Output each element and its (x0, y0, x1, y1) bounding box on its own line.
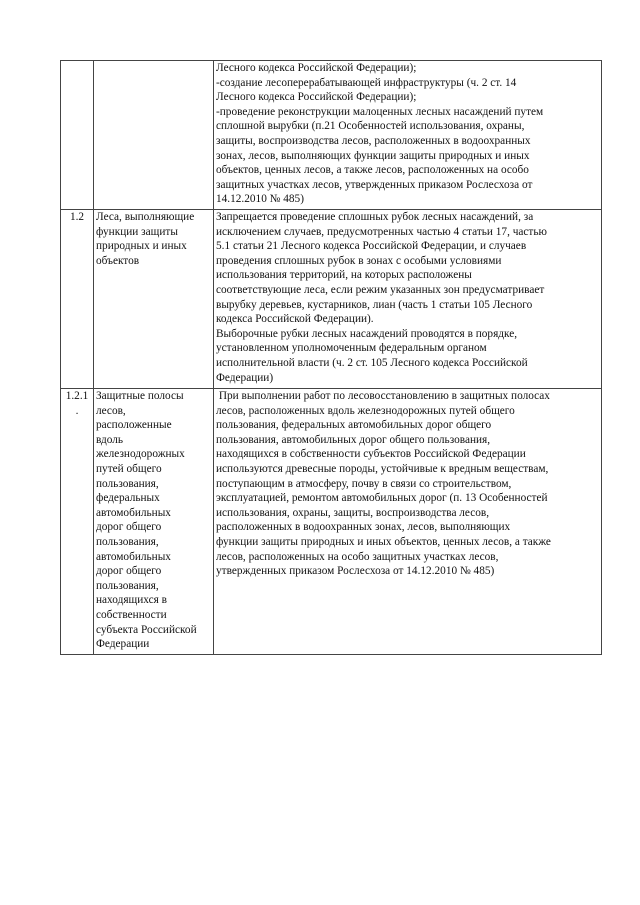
text-line: лесов, расположенных вдоль железнодорожных путей общего (216, 404, 515, 417)
name-line: дорог общего (96, 565, 162, 578)
name-line: собственности (96, 608, 167, 621)
text-line: Лесного кодекса Российской Федерации); (216, 91, 417, 104)
row-number: 1.2 (69, 211, 85, 223)
text-line: использования, охраны, защиты, воспроизводства лесов, (216, 506, 490, 519)
table-row (61, 61, 602, 210)
text-line: использования территорий, на которых расположены (216, 269, 472, 282)
name-line: Леса, выполняющие (96, 211, 195, 223)
text-line: защиты, воспроизводства лесов, расположенных в водоохранных (216, 134, 531, 147)
text-line: утвержденных приказом Рослесхоза от 14.12.2010 № 485) (216, 565, 495, 578)
name-line: Федерации (96, 638, 150, 651)
text-line: соответствующие леса, если режим указанных зон предусматривает (216, 283, 545, 296)
row-text-cell (214, 210, 602, 389)
row-text-cell (214, 61, 602, 210)
text-line: кодекса Российской Федерации). (216, 313, 374, 326)
row-number: 1.2.1 (65, 390, 89, 402)
text-line: исполнительной власти (ч. 2 ст. 105 Лесного кодекса Российской (216, 356, 528, 369)
text-line: сплошной вырубки (п.21 Особенностей использования, охраны, (216, 120, 525, 133)
text-line: Лесного кодекса Российской Федерации); (216, 62, 417, 74)
text-line: функции защиты природных и иных объектов, ценных лесов, а также (216, 535, 551, 548)
name-line: путей общего (96, 462, 162, 475)
name-line: железнодорожных (96, 448, 185, 461)
row-number-cell (61, 210, 94, 389)
text-line: При выполнении работ по лесовосстановлению в защитных полосах (216, 390, 550, 402)
row-number-cell (61, 389, 94, 655)
text-line: Федерации) (216, 371, 274, 384)
row-name-cell (94, 389, 214, 655)
name-line: дорог общего (96, 521, 162, 534)
text-line: пользования, федеральных автомобильных дорог общего (216, 419, 492, 432)
text-line: 14.12.2010 № 485) (216, 193, 304, 206)
text-line: пользования, автомобильных дорог общего пользования, (216, 433, 491, 446)
text-line: 5.1 статьи 21 Лесного кодекса Российской Федерации, и случаев (216, 240, 527, 253)
text-line: исключением случаев, предусмотренных частью 4 статьи 17, частью (216, 225, 547, 238)
name-line: расположенные (96, 419, 172, 432)
name-line: Защитные полосы (96, 390, 184, 402)
text-line: расположенных в водоохранных зонах, лесов, выполняющих (216, 521, 511, 534)
name-line: субъекта Российской (96, 623, 197, 636)
name-line: вдоль (96, 433, 124, 446)
text-line: лесов, расположенных на особо защитных участках лесов, (216, 550, 499, 563)
text-line: находящихся в собственности субъектов Российской Федерации (216, 448, 526, 461)
name-line: лесов, (96, 404, 126, 417)
row-text-cell (214, 389, 602, 655)
text-line: защитных участках лесов, утвержденных приказом Рослесхоза от (216, 178, 533, 191)
row-number-cell (61, 61, 94, 210)
row-name-cell (94, 210, 214, 389)
name-line: пользования, (96, 535, 159, 548)
name-line: федеральных (96, 492, 160, 505)
text-line: поступающим в атмосферу, почву в связи со строительством, (216, 477, 512, 490)
text-line: объектов, ценных лесов, а также лесов, расположенных на особо (216, 164, 529, 177)
name-line: функции защиты (96, 225, 178, 238)
text-line: проведения сплошных рубок в зонах с особыми условиями (216, 254, 502, 267)
name-line: автомобильных (96, 550, 171, 563)
text-line: используются древесные породы, устойчивые к вредным веществам, (216, 462, 549, 475)
name-line: природных и иных (96, 240, 187, 253)
name-line: автомобильных (96, 506, 171, 519)
text-line: установленном уполномоченным федеральным органом (216, 342, 487, 355)
text-line: вырубку деревьев, кустарников, лиан (часть 1 статьи 105 Лесного (216, 298, 533, 311)
text-line: эксплуатацией, ремонтом автомобильных дорог (п. 13 Особенностей (216, 492, 548, 505)
name-line: пользования, (96, 477, 159, 490)
text-line: зонах, лесов, выполняющих функции защиты природных и иных (216, 149, 530, 162)
text-line: -создание лесоперерабатывающей инфраструктуры (ч. 2 ст. 14 (216, 76, 517, 89)
text-line: Запрещается проведение сплошных рубок лесных насаждений, за (216, 211, 534, 223)
table-row (61, 210, 602, 389)
text-line: Выборочные рубки лесных насаждений проводятся в порядке, (216, 327, 518, 340)
row-number: . (75, 404, 79, 417)
name-line: находящихся в (96, 594, 167, 607)
table-row (61, 389, 602, 655)
row-name-cell (94, 61, 214, 210)
text-line: -проведение реконструкции малоценных лесных насаждений путем (216, 105, 544, 118)
name-line: объектов (96, 254, 140, 267)
name-line: пользования, (96, 579, 159, 592)
regulation-table (60, 60, 602, 655)
